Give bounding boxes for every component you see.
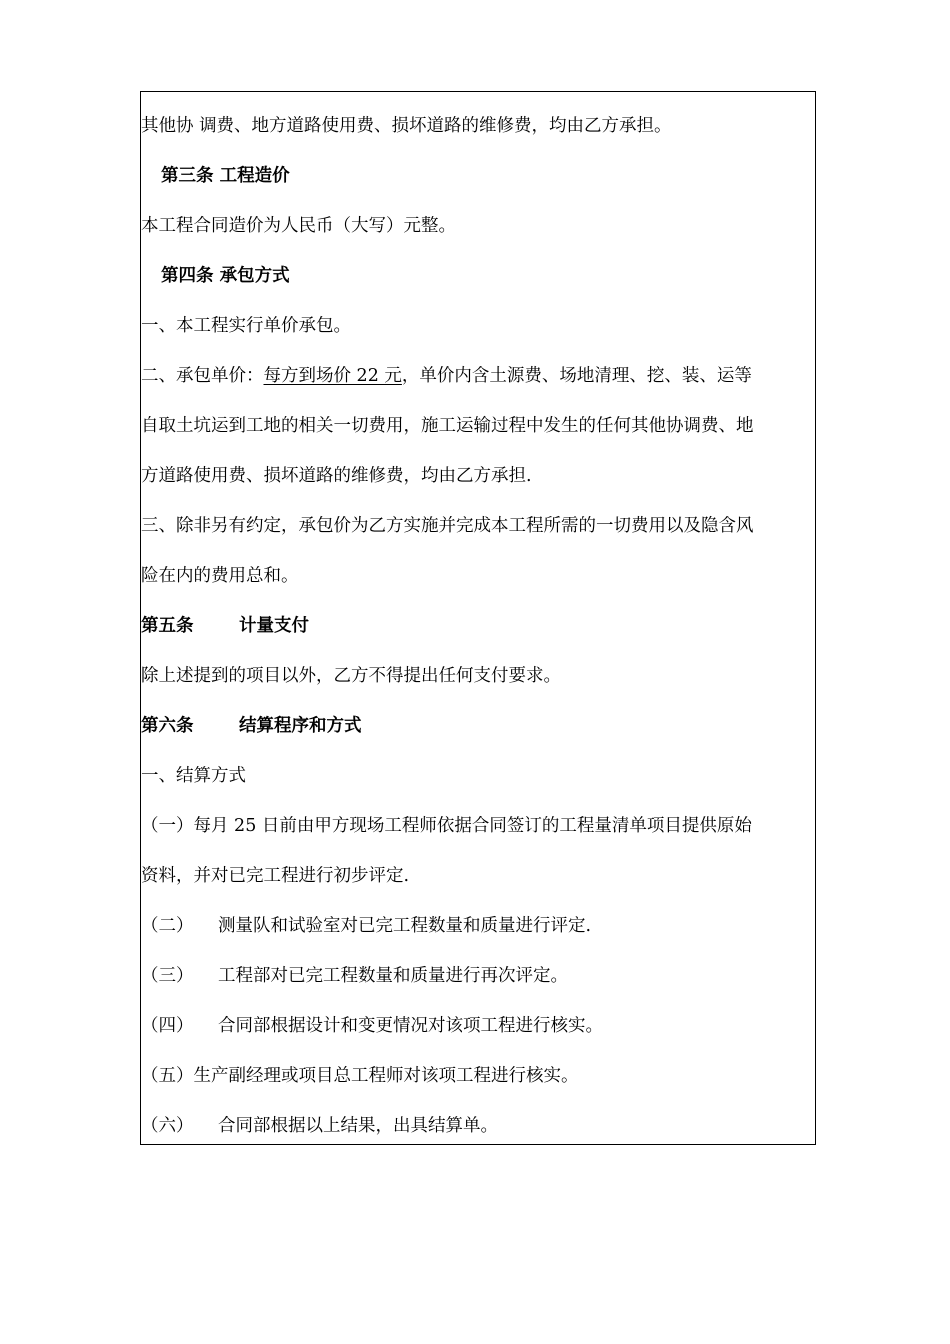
paragraph-line: （一）每月 25 日前由甲方现场工程师依据合同签订的工程量清单项目提供原始 [141,816,752,836]
unit-price-underlined: 每方到场价 22 元 [263,366,402,386]
paragraph-line: 三、除非另有约定，承包价为乙方实施并完成本工程所需的一切费用以及隐含风 [141,516,754,536]
article-6-heading [141,714,813,738]
list-item-label: （二） [141,916,194,936]
unit-price-prefix: 二、承包单价： [141,366,264,386]
paragraph-line: 方道路使用费、损坏道路的维修费，均由乙方承担. [141,466,532,486]
list-item [141,1114,813,1138]
paragraph-line: 一、结算方式 [141,766,246,786]
paragraph-line: 本工程合同造价为人民币（大写）元整。 [141,216,456,236]
article-3-heading: 第三条 工程造价 [161,166,290,186]
list-item-label: （四） [141,1016,194,1036]
paragraph-line: 资料，并对已完工程进行初步评定. [141,866,410,886]
list-item-text: 工程部对已完工程数量和质量进行再次评定。 [218,966,568,986]
list-item-text: 测量队和试验室对已完工程数量和质量进行评定. [218,916,592,936]
paragraph-line: 自取土坑运到工地的相关一切费用，施工运输过程中发生的任何其他协调费、地 [141,416,754,436]
list-item-label: （三） [141,966,194,986]
list-item-text: 合同部根据设计和变更情况对该项工程进行核实。 [218,1016,603,1036]
unit-price-suffix: ，单价内含土源费、场地清理、挖、装、运等 [401,366,752,386]
article-label: 第六条 [141,716,194,736]
article-title: 计量支付 [239,616,309,636]
paragraph-line: 除上述提到的项目以外，乙方不得提出任何支付要求。 [141,666,561,686]
list-item-label: （六） [141,1116,194,1136]
paragraph-line-unit-price [141,364,813,388]
list-item [141,1014,813,1038]
paragraph-line: 其他协 调费、地方道路使用费、损坏道路的维修费，均由乙方承担。 [141,116,672,136]
list-item: （五）生产副经理或项目总工程师对该项工程进行核实。 [141,1066,579,1086]
article-label: 第五条 [141,616,194,636]
list-item-text: 合同部根据以上结果，出具结算单。 [218,1116,498,1136]
article-title: 结算程序和方式 [239,716,362,736]
paragraph-line: 一、本工程实行单价承包。 [141,316,351,336]
paragraph-line: 险在内的费用总和。 [141,566,299,586]
list-item [141,914,813,938]
article-4-heading: 第四条 承包方式 [161,266,290,286]
list-item [141,964,813,988]
article-5-heading [141,614,813,638]
